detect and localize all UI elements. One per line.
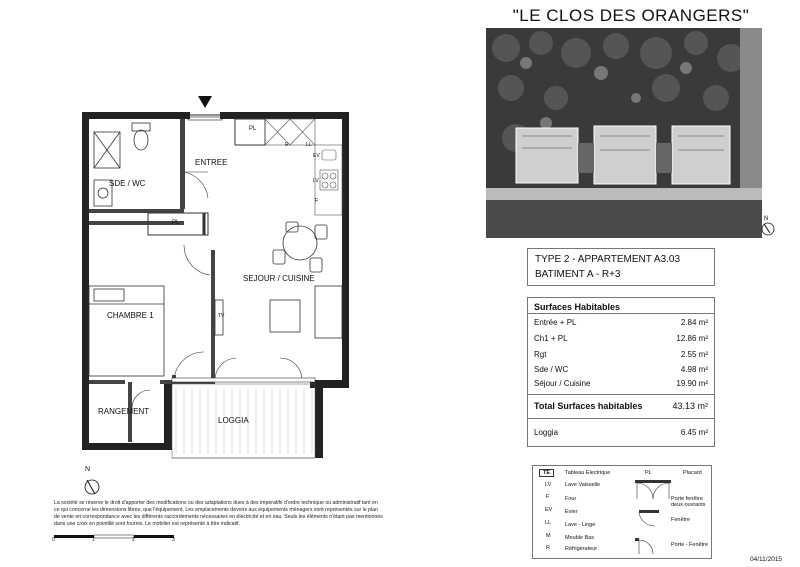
svg-text:N: N: [764, 216, 769, 222]
surface-value: 2.84 m²: [680, 318, 708, 327]
legend-label: Meuble Bas: [565, 535, 595, 541]
apartment-type: TYPE 2 - APPARTEMENT A3.03: [535, 254, 681, 265]
apartment-type-box: [527, 248, 715, 286]
loggia-row: [534, 428, 708, 440]
surface-row: [534, 334, 708, 346]
surfaces-table: [527, 297, 715, 447]
code-ev: EV: [313, 153, 320, 159]
legend-porte-fenetre-deux: Porte fenêtre deux ouvrants: [671, 496, 706, 508]
legend-code: M: [546, 533, 551, 539]
legend-code: LL: [545, 520, 552, 526]
legend-code: R: [546, 545, 550, 551]
surface-label: Rgt: [534, 350, 547, 359]
surface-label: Entrée + PL: [534, 318, 577, 327]
compass-icon: [80, 472, 104, 502]
scale-tick: 3: [172, 537, 175, 543]
legend-pl-label: Placard: [683, 470, 702, 476]
code-pl: PL: [172, 220, 180, 226]
surface-total-row: [534, 401, 708, 413]
room-label-entree: ENTREE: [195, 158, 228, 167]
surface-value: 4.98 m²: [680, 365, 708, 374]
room-label-sejour: SEJOUR / CUISINE: [243, 274, 315, 283]
legend-label: Réfrigérateur: [565, 546, 598, 552]
surfaces-heading: Surfaces Habitables: [534, 302, 621, 312]
surface-row: [534, 379, 708, 391]
scale-tick: 2: [132, 537, 135, 543]
legend-code: F: [546, 494, 550, 500]
scale-bar: [52, 530, 182, 548]
date-stamp: 04/11/2015: [750, 556, 783, 563]
code-tv: TV: [218, 313, 225, 319]
building-level: BATIMENT A - R+3: [535, 269, 621, 280]
legend-code: EV: [545, 507, 553, 513]
surface-label: Sde / WC: [534, 365, 569, 374]
total-value: 43.13 m²: [672, 401, 708, 411]
disclaimer-text: La société se réserve le droit d'apporter des modifications ou des adaptations dues à des impératifs d'ordre technique ou administratif tant en ce qui concerne les dimensions libres, que l'équipement. Les emplacements devoirs aux équipements ménagers sont représentés sur le plan de vente en correspondance avec les différents raccordements nécessaires en électricité et en eau. Seuls les éléments n'étant pas mentionnés dans une croix en pointillé sont fournis. Le mobilier est représenté à titre indicatif.: [54, 500, 383, 527]
code-pl: PL: [249, 126, 257, 132]
scale-tick: 0: [52, 537, 55, 543]
code-ll: LL: [306, 142, 312, 148]
surface-value: 19.90 m²: [676, 379, 708, 388]
surface-value: 2.55 m²: [680, 350, 708, 359]
entrance-arrow-icon: [198, 96, 212, 108]
legend-fenetre: Fenêtre: [671, 517, 690, 523]
surface-row: [534, 365, 708, 377]
loggia-value: 6.45 m²: [680, 428, 708, 437]
legend-code: TE: [539, 469, 554, 477]
legend-box: [532, 465, 712, 559]
legend-label: Lave Vaisselle: [565, 482, 601, 488]
divider: [528, 418, 714, 419]
divider: [528, 394, 714, 395]
total-label: Total Surfaces habitables: [534, 401, 643, 411]
surface-label: Séjour / Cuisine: [534, 379, 591, 388]
divider: [528, 313, 714, 314]
north-label: N: [85, 466, 91, 473]
code-r: R: [285, 142, 289, 148]
loggia-label: Loggia: [534, 428, 559, 437]
room-label-rangement: RANGEMENT: [98, 407, 150, 416]
room-label-loggia: LOGGIA: [218, 416, 249, 425]
legend-label: Lave - Linge: [565, 522, 596, 528]
page-title: "LE CLOS DES ORANGERS": [512, 6, 750, 25]
aerial-photo: [486, 28, 762, 238]
legend-code: LV: [545, 482, 552, 488]
north-arrow-small: [758, 213, 778, 242]
scale-tick: 1: [92, 537, 95, 543]
door-symbols: [633, 480, 673, 556]
legend-label: Evier: [565, 509, 578, 515]
surface-row: [534, 318, 708, 330]
room-label-sde: SDE / WC: [109, 179, 146, 188]
surface-value: 12.86 m²: [676, 334, 708, 343]
floor-plan: [60, 90, 360, 480]
legend-label: Tableau Electrique: [565, 470, 611, 476]
surface-label: Ch1 + PL: [534, 334, 568, 343]
surface-row: [534, 350, 708, 362]
legend-pl-code: PL: [645, 470, 652, 476]
legend-label: Four: [565, 496, 577, 502]
room-label-chambre: CHAMBRE 1: [107, 311, 154, 320]
code-f: F: [315, 198, 319, 204]
legend-porte-fenetre: Porte - Fenêtre: [671, 542, 708, 548]
code-lv: LV: [313, 178, 319, 184]
